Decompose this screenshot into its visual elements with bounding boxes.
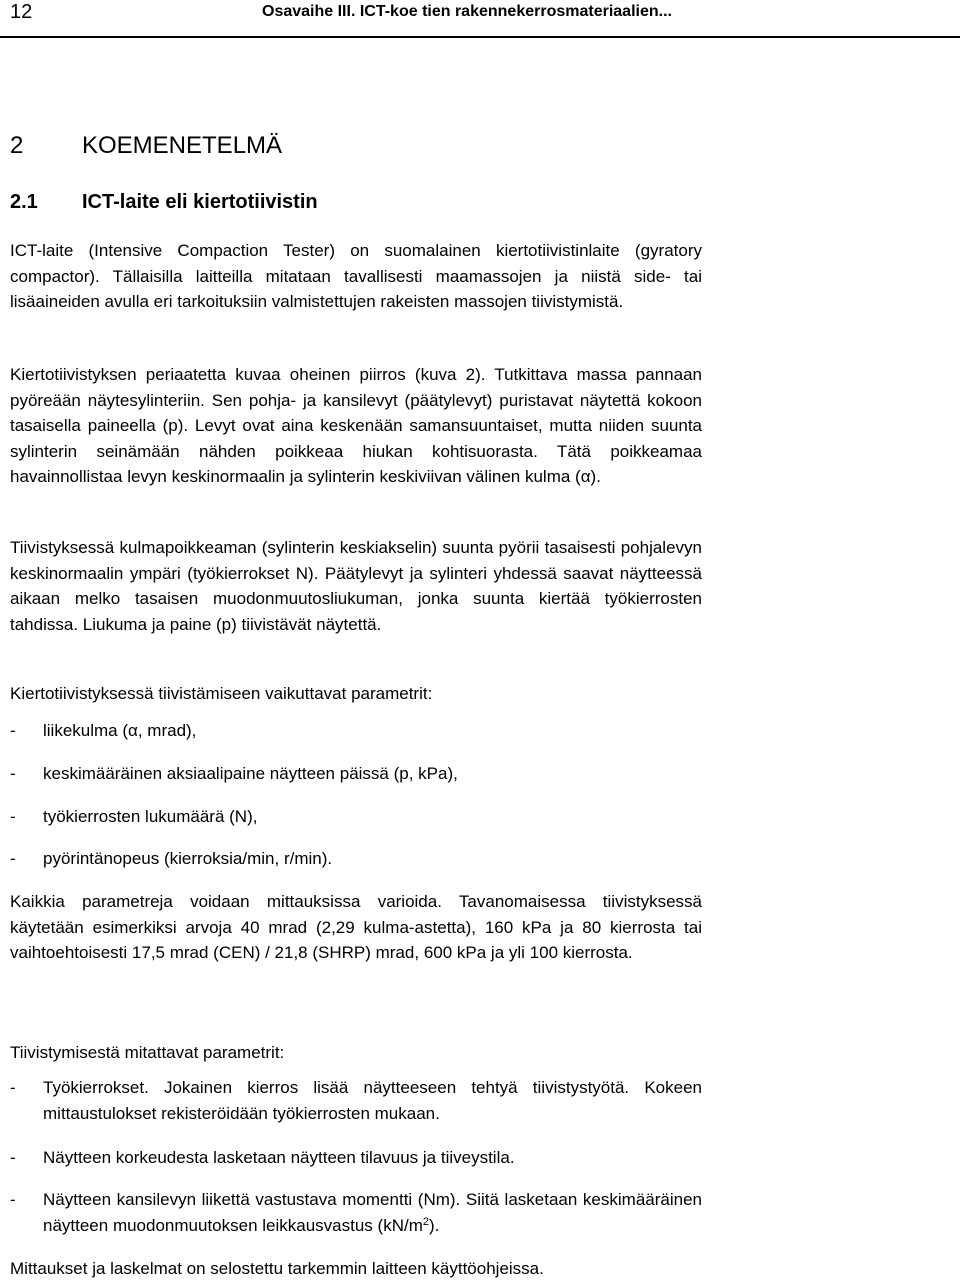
- list-dash: -: [10, 721, 16, 740]
- list-dash: -: [10, 849, 16, 868]
- superscript: 2: [422, 1215, 429, 1228]
- list-dash: -: [10, 807, 16, 826]
- running-title: Osavaihe III. ICT-koe tien rakennekerrosmateriaalien...: [262, 3, 672, 20]
- header-divider: [0, 36, 960, 38]
- list-dash: -: [10, 1190, 16, 1209]
- list-item-text: Työkierrokset. Jokainen kierros lisää näytteeseen tehtyä tiivistystyötä. Kokeen mittaustulokset rekisteröidään työkierrosten mukaan.: [43, 1078, 702, 1123]
- paragraph-principle: Kiertotiivistyksen periaatetta kuvaa oheinen piirros (kuva 2). Tutkittava massa pannaan pyöreään näytesylinteriin. Sen pohja- ja kansilevyt (päätylevyt) puristavat näytettä kokoon tasaisella paineella (p). Levyt ovat aina keskenään samansuuntaiset, mutta niiden suunta sylinterin seinämään nähden poikkeaa hiukan kohtisuorasta. Tätä poikkeamaa havainnollistaa levyn keskinormaalin ja sylinterin keskiviivan välinen kulma (α).: [10, 365, 702, 486]
- list-item-text: keskimääräinen aksiaalipaine näytteen päissä (p, kPa),: [43, 764, 458, 783]
- list-dash: -: [10, 1148, 16, 1167]
- list-item-text: pyörintänopeus (kierroksia/min, r/min).: [43, 849, 333, 868]
- list-dash: -: [10, 1078, 16, 1097]
- list-item-text: [43, 1187, 702, 1238]
- list-item-text-main: Näytteen kansilevyn liikettä vastustava momentti (Nm). Siitä lasketaan keskimääräinen näytteen muodonmuutoksen leikkausvastus (kN/m: [43, 1190, 702, 1235]
- list-item: [10, 1187, 702, 1238]
- list-item-text: työkierrosten lukumäärä (N),: [43, 807, 258, 826]
- paragraph-rotation: Tiivistyksessä kulmapoikkeaman (sylinterin keskiakselin) suunta pyörii tasaisesti pohjalevyn keskinormaalin ympäri (työkierrokset N). Päätylevyt ja sylinteri yhdessä saavat näytteessä aikaan melko tasaisen muodonmuutosliukuman, jonka suunta kiertää työkierrosten tahdissa. Liukuma ja paine (p) tiivistävät näytettä.: [10, 538, 702, 634]
- chapter-title: KOEMENETELMÄ: [82, 132, 283, 159]
- chapter-number: 2: [10, 132, 24, 159]
- list-item-text: liikekulma (α, mrad),: [43, 721, 197, 740]
- paragraph-closing: Mittaukset ja laskelmat on selostettu tarkemmin laitteen käyttöohjeissa.: [10, 1259, 544, 1278]
- list-item: [10, 846, 702, 872]
- list-item: [10, 804, 702, 830]
- section-title: ICT-laite eli kiertotiivistin: [82, 191, 318, 213]
- list-item: [10, 718, 702, 744]
- paragraph-variation: Kaikkia parametreja voidaan mittauksissa varioida. Tavanomaisessa tiivistyksessä käytetään esimerkiksi arvoja 40 mrad (2,29 kulma-astetta), 160 kPa ja 80 kierrosta tai vaihtoehtoisesti 17,5 mrad (CEN) / 21,8 (SHRP) mrad, 600 kPa ja yli 100 kierrosta.: [10, 892, 702, 962]
- section-number: 2.1: [10, 191, 38, 213]
- list-item-text-end: ).: [428, 1215, 440, 1235]
- page-number: 12: [10, 1, 33, 23]
- chapter-heading: [10, 130, 282, 162]
- list-dash: -: [10, 764, 16, 783]
- list-item: [10, 1075, 702, 1126]
- paragraph-parameters-intro: Kiertotiivistyksessä tiivistämiseen vaikuttavat parametrit:: [10, 684, 433, 703]
- list-item-text: Näytteen korkeudesta lasketaan näytteen tilavuus ja tiiveystila.: [43, 1148, 515, 1167]
- paragraph-measured-intro: Tiivistymisestä mitattavat parametrit:: [10, 1043, 285, 1062]
- paragraph-intro: ICT-laite (Intensive Compaction Tester) on suomalainen kiertotiivistinlaite (gyratory compactor). Tällaisilla laitteilla mitataan tavallisesti maamassojen ja niistä side- tai lisäaineiden avulla eri tarkoituksiin valmistettujen rakeisten massojen tiivistymistä.: [10, 241, 702, 311]
- section-heading: [10, 188, 318, 216]
- list-item: [10, 1145, 702, 1171]
- list-item: [10, 761, 702, 787]
